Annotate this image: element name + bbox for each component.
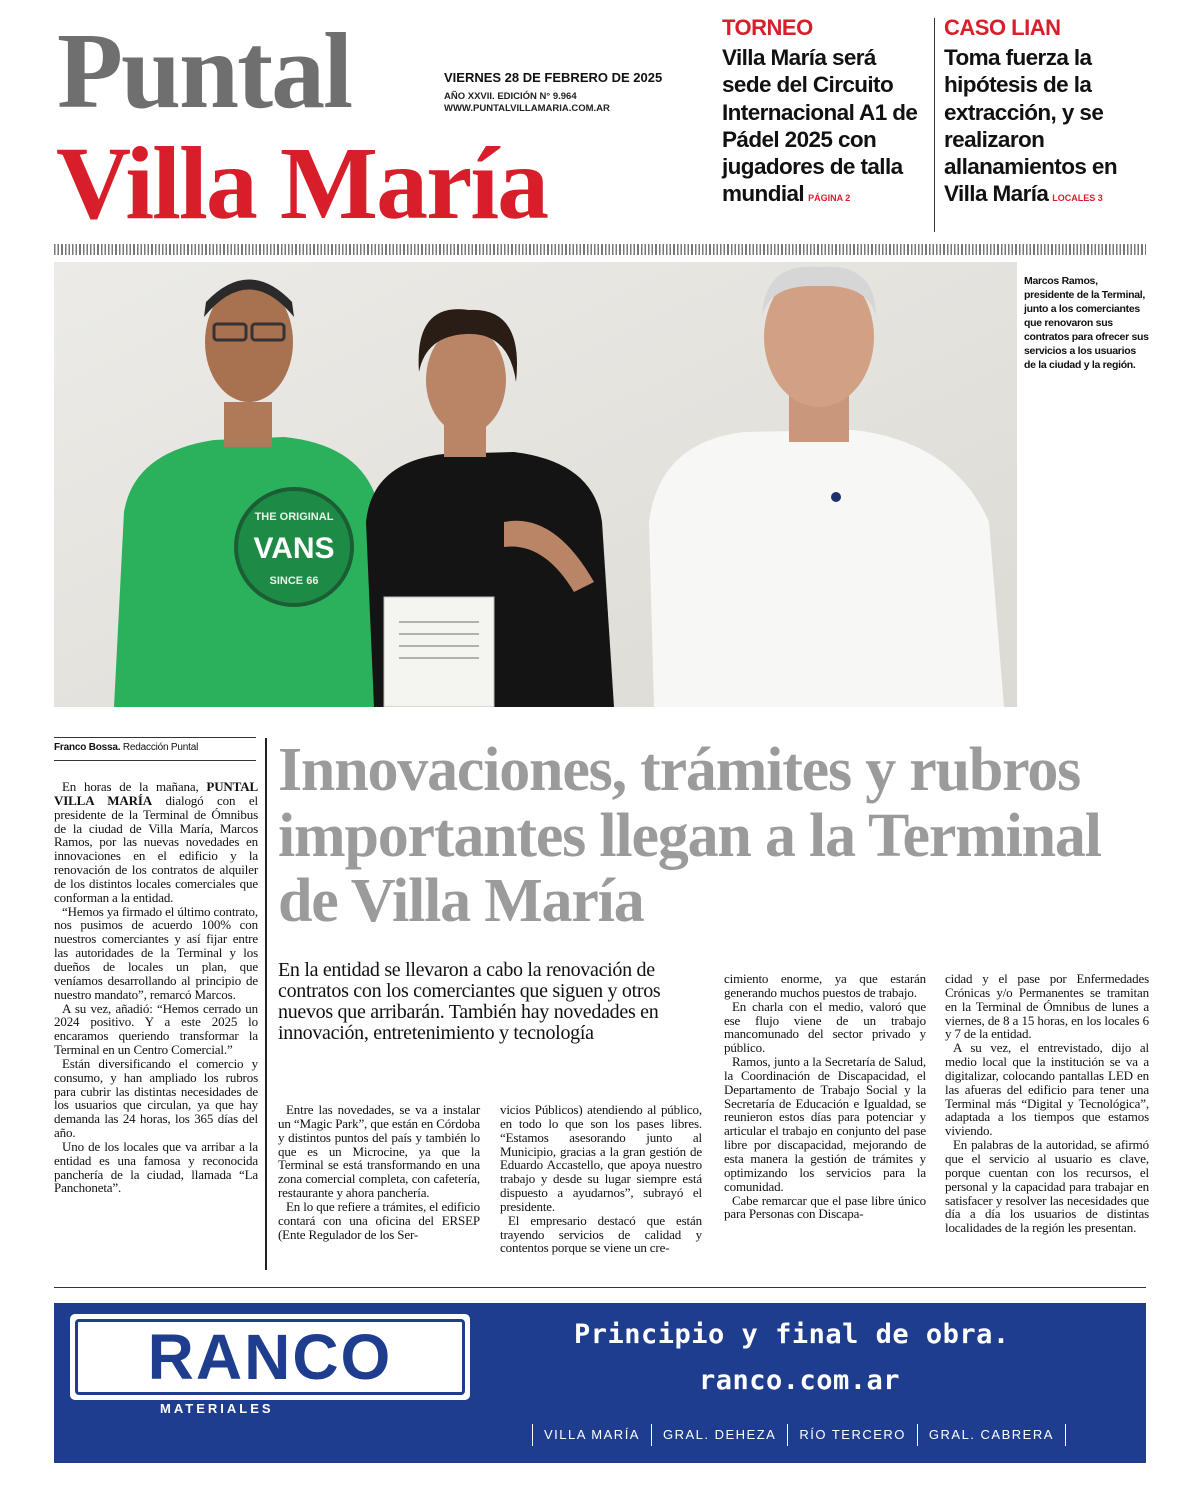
article-column-4 xyxy=(724,972,926,1221)
teaser-torneo[interactable] xyxy=(722,16,927,208)
ad-brand-name: RANCO xyxy=(147,1321,393,1393)
column-divider xyxy=(265,738,267,1270)
ad-separator-rule xyxy=(54,1287,1146,1288)
edition-info xyxy=(444,91,662,116)
teaser-kicker: TORNEO xyxy=(722,15,813,40)
paragraph: vicios Públicos) atendiendo al público, en todo lo que son los pases libres. “Estamos asesorando junto al Municipio, gracias a la gran gestión de Eduardo Accastello, que apoya nuestro trabajo y desde su lugar siempre está dispuesto a ayudarnos”, subrayó el presidente. xyxy=(500,1102,702,1214)
teaser-headline: Toma fuerza la hipótesis de la extracción, y se realizaron allanamientos en Villa María LOCALES 3 xyxy=(944,45,1117,207)
paragraph: Ramos, junto a la Secretaría de Salud, la Coordinación de Discapacidad, el Departamento de Trabajo Social y la Secretaría de Educación e Igualdad, se reunieron estos días para potenciar y articular el trabajo en conjunto del pase libre por discapacidad, mejorando de esta manera la gestión de trámites y optimizando los servicios para la comunidad. xyxy=(724,1054,926,1194)
paragraph: En charla con el medio, valoró que ese flujo viene de un trabajo mancomunado del sector privado y público. xyxy=(724,998,926,1056)
issue-date: VIERNES 28 DE FEBRERO DE 2025 xyxy=(444,70,663,85)
paragraph: A su vez, el entrevistado, dijo al medio local que la institución se va a digitalizar, colocando pantallas LED en las afueras del edificio para tener una Terminal más “Digital y Tecnológica”, adaptada a los tiempos que estamos viviendo. xyxy=(945,1040,1149,1139)
shirt-print-brand: VANS xyxy=(253,532,335,565)
shirt-print-bottom: SINCE 66 xyxy=(269,575,319,587)
edition-number: AÑO XXVII. EDICIÓN N° 9.964 xyxy=(444,91,577,102)
photo-caption: Marcos Ramos, presidente de la Terminal, junto a los comerciantes que renovaron sus contratos para ofrecer sus servicios a los usuarios de la ciudad y la región. xyxy=(1024,275,1149,371)
ad-tagline: Principio y final de obra. xyxy=(574,1319,1010,1350)
ranco-logo xyxy=(70,1314,470,1400)
paragraph: Entre las novedades, se va a instalar un “Magic Park”, que están en Córdoba y distintos puntos del país y también lo que es un Microcine, ya que la Terminal se está transformando en una zona comercial completa, con cafetería, restaurante y ahora panchería. xyxy=(278,1102,480,1201)
teaser-caso-lian[interactable] xyxy=(944,16,1149,208)
teaser-kicker: CASO LIAN xyxy=(944,15,1061,40)
paragraph: “Hemos ya firmado el último contrato, nos pusimos de acuerdo 100% con nuestros comerciantes y así fijar entre las autoridades de la Terminal y los dueños de locales un plan, que veníamos desarrollando al principio de nuestro mandato”, remarcó Marcos. xyxy=(54,903,258,1002)
paragraph: cidad y el pase por Enfermedades Crónicas y/o Permanentes se tramitan en la Terminal de Ómnibus de lunes a viernes, de 8 a 15 horas, en los locales 6 y 7 de la entidad. xyxy=(945,971,1149,1042)
paragraph: cimiento enorme, ya que estarán generando muchos puestos de trabajo. xyxy=(724,971,926,1000)
ranco-advertisement[interactable] xyxy=(54,1303,1146,1463)
teaser-headline: Villa María será sede del Circuito Internacional A1 de Pádel 2025 con jugadores de talla mundial PÁGINA 2 xyxy=(722,45,918,207)
author-outlet: Redacción Puntal xyxy=(122,742,199,753)
paragraph: Cabe remarcar que el pase libre único para Personas con Discapa- xyxy=(724,1192,926,1222)
article-column-5 xyxy=(945,972,1149,1235)
article-column-3 xyxy=(500,1103,702,1255)
article-column-1 xyxy=(54,780,258,1195)
article-headline: Innovaciones, trámites y rubros importantes llegan a la Terminal de Villa María xyxy=(278,736,1101,936)
ad-city: RÍO TERCERO xyxy=(787,1424,917,1446)
article-column-2 xyxy=(278,1103,480,1241)
paragraph: En horas de la mañana, PUNTAL VILLA MARÍA dialogó con el presidente de la Terminal de Ómnibus de la ciudad de Villa María, Marcos Ramos, por las nuevas novedades en innovaciones en el edificio y la renovación de los contratos de alquiler de los distintos locales comerciales que conforman a la entidad. xyxy=(54,779,258,905)
paragraph: El empresario destacó que están trayendo servicios de calidad y contentos porque se viene un cre- xyxy=(500,1212,702,1256)
paragraph: A su vez, añadió: “Hemos cerrado un 2024 positivo. Y a este 2025 lo encaramos queriendo transformar la Terminal en un Centro Comercial.” xyxy=(54,1000,258,1058)
shirt-print-top: THE ORIGINAL xyxy=(254,511,334,523)
photo-illustration xyxy=(54,262,1017,707)
barcode-rule xyxy=(54,244,1146,255)
teaser-divider xyxy=(934,18,935,232)
paragraph: En lo que refiere a trámites, el edificio contará con una oficina del ERSEP (Ente Regulador de los Ser- xyxy=(278,1198,480,1242)
ad-city: GRAL. CABRERA xyxy=(917,1424,1066,1446)
ad-city: GRAL. DEHEZA xyxy=(651,1424,787,1446)
masthead-title-villa-maria: Villa María xyxy=(56,126,548,241)
ad-cities-list xyxy=(532,1424,1066,1446)
paragraph: Están diversificando el comercio y consumo, y han ampliado los rubros para cubrir las distintas necesidades de los usuarios que circulan, ya que hay demanda las 24 horas, los 365 días del año. xyxy=(54,1055,258,1141)
byline-rule-top xyxy=(54,737,256,738)
ad-subtitle: MATERIALES xyxy=(160,1401,274,1416)
paragraph: Uno de los locales que va arribar a la entidad es una famosa y reconocida panchería de la ciudad, llamada “La Panchoneta”. xyxy=(54,1138,258,1196)
teaser-page-ref: PÁGINA 2 xyxy=(808,193,851,204)
teaser-page-ref: LOCALES 3 xyxy=(1052,193,1103,204)
masthead-meta xyxy=(444,70,662,116)
ad-city: VILLA MARÍA xyxy=(532,1424,651,1446)
ad-url-link[interactable]: ranco.com.ar xyxy=(699,1365,901,1396)
author-name: Franco Bossa. xyxy=(54,742,121,753)
article-deck: En la entidad se llevaron a cabo la renovación de contratos con los comerciantes que siguen y otros nuevos que arribarán. También hay novedades en innovación, entretenimiento y tecnología xyxy=(278,959,661,1044)
main-photo xyxy=(54,262,1017,707)
byline-rule-bottom xyxy=(54,760,256,761)
masthead-title-puntal: Puntal xyxy=(57,12,352,131)
website-link[interactable]: WWW.PUNTALVILLAMARIA.COM.AR xyxy=(444,103,610,115)
byline xyxy=(54,742,256,753)
paragraph: En palabras de la autoridad, se afirmó que el servicio al usuario es clave, porque cuentan con los recursos, el personal y la capacidad para trabajar en satisfacer y resolver las necesidades que día a día los usuarios de distintas localidades de la región les presentan. xyxy=(945,1137,1149,1236)
